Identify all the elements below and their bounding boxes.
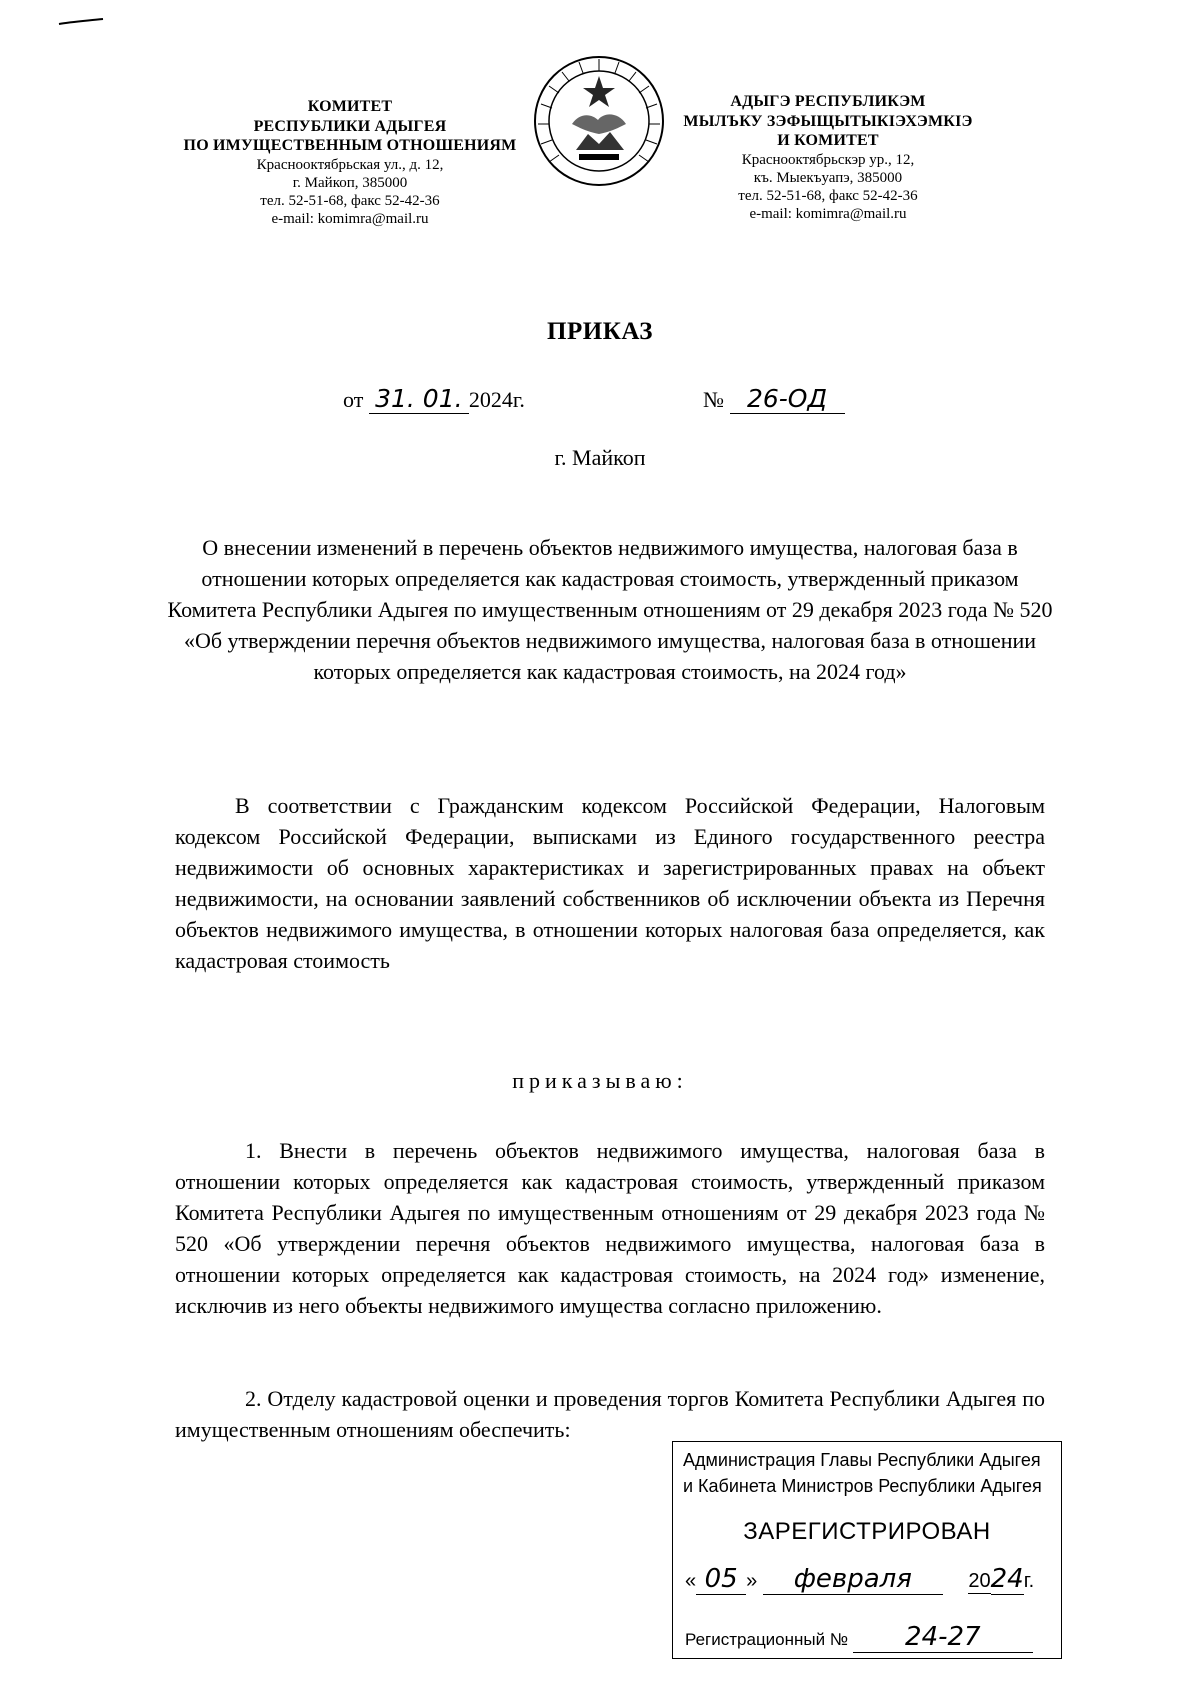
handwritten-date: 31. 01.: [369, 384, 469, 414]
order-word: приказываю:: [512, 1068, 688, 1093]
registration-label: Регистрационный №: [685, 1630, 849, 1649]
registration-stamp: [672, 1441, 1062, 1659]
order-subject: О внесении изменений в перечень объектов недвижимого имущества, налоговая база в отношении которых определяется как кадастровая стоимость, утвержденный приказом Комитета Республики Адыгея по имущественным отношениям от 29 декабря 2023 года № 520 «Об утверждении перечня объектов недвижимого имущества, налоговая база в отношении которых определяется как кадастровая стоимость, на 2024 год»: [167, 535, 1053, 684]
address-line: г. Майкоп, 385000: [292, 174, 408, 191]
registration-number: 24-27: [853, 1622, 1033, 1653]
coat-of-arms-icon: [532, 54, 666, 188]
stamp-authority-line: и Кабинета Министров Республики Адыгея: [683, 1476, 1042, 1496]
stamp-authority-line: Администрация Главы Республики Адыгея: [683, 1450, 1041, 1470]
org-name-line: АДЫГЭ РЕСПУБЛИКЭМ: [730, 93, 926, 110]
address-line: Краснооктябрьскэр ур., 12,: [741, 151, 915, 168]
header-left: [165, 97, 535, 229]
order-number: [703, 384, 845, 414]
stamp-month: февраля: [763, 1564, 943, 1595]
email-line: e-mail: komimra@mail.ru: [271, 211, 429, 228]
stamp-year-end: г.: [1023, 1570, 1035, 1592]
quote-close: »: [746, 1570, 758, 1592]
quote-open: «: [685, 1570, 697, 1592]
address-line: Краснооктябрьская ул., д. 12,: [256, 156, 444, 173]
org-name-line: И КОМИТЕТ: [777, 132, 879, 150]
org-name-line: КОМИТЕТ: [307, 98, 393, 115]
stamp-day: 05: [696, 1564, 746, 1595]
address-line: къ. Мыекъуапэ, 385000: [753, 169, 903, 186]
stamp-registration: [685, 1622, 1033, 1653]
order-date: [343, 384, 525, 414]
stamp-year-suffix: 24: [990, 1564, 1024, 1594]
date-year: 2024г.: [468, 387, 525, 412]
city: г. Майкоп: [554, 445, 646, 470]
org-name-line: ПО ИМУЩЕСТВЕННЫМ ОТНОШЕНИЯМ: [183, 137, 517, 155]
order-item-1: 1. Внести в перечень объектов недвижимого имущества, налоговая база в отношении которых определяется как кадастровая стоимость, утвержденный приказом Комитета Республики Адыгея по имущественным отношениям от 29 декабря 2023 года № 520 «Об утверждении перечня объектов недвижимого имущества, налоговая база в отношении которых определяется как кадастровая стоимость, на 2024 год» изменение, исключив из него объекты недвижимого имущества согласно приложению.: [175, 1138, 1045, 1318]
pen-mark: [58, 18, 104, 26]
stamp-status: ЗАРЕГИСТРИРОВАН: [743, 1518, 991, 1545]
stamp-date: [685, 1564, 1034, 1595]
stamp-year-prefix: 20: [968, 1570, 991, 1592]
header-right: [668, 92, 988, 224]
preamble-paragraph: В соответствии с Гражданским кодексом Российской Федерации, Налоговым кодексом Российской Федерации, выписками из Единого государственного реестра недвижимости об основных характеристиках и зарегистрированных правах на объект недвижимости, на основании заявлений собственников об исключении объекта из Перечня объектов недвижимого имущества, в отношении которых налоговая база определяется, как кадастровая стоимость: [175, 793, 1045, 973]
phone-line: тел. 52-51-68, факс 52-42-36: [260, 193, 440, 210]
handwritten-number: 26-ОД: [730, 384, 845, 414]
phone-line: тел. 52-51-68, факс 52-42-36: [738, 188, 918, 205]
order-item-2: 2. Отделу кадастровой оценки и проведения торгов Комитета Республики Адыгея по имущественным отношениям обеспечить:: [175, 1386, 1045, 1442]
org-name-line: МЫЛЪКУ ЗЭФЫЩЫТЫКIЭХЭМКIЭ: [683, 112, 973, 130]
email-line: e-mail: komimra@mail.ru: [749, 206, 907, 223]
document-title: ПРИКАЗ: [547, 318, 653, 345]
date-prefix: от: [343, 387, 364, 412]
org-name-line: РЕСПУБЛИКИ АДЫГЕЯ: [253, 117, 447, 135]
number-prefix: №: [703, 387, 724, 412]
